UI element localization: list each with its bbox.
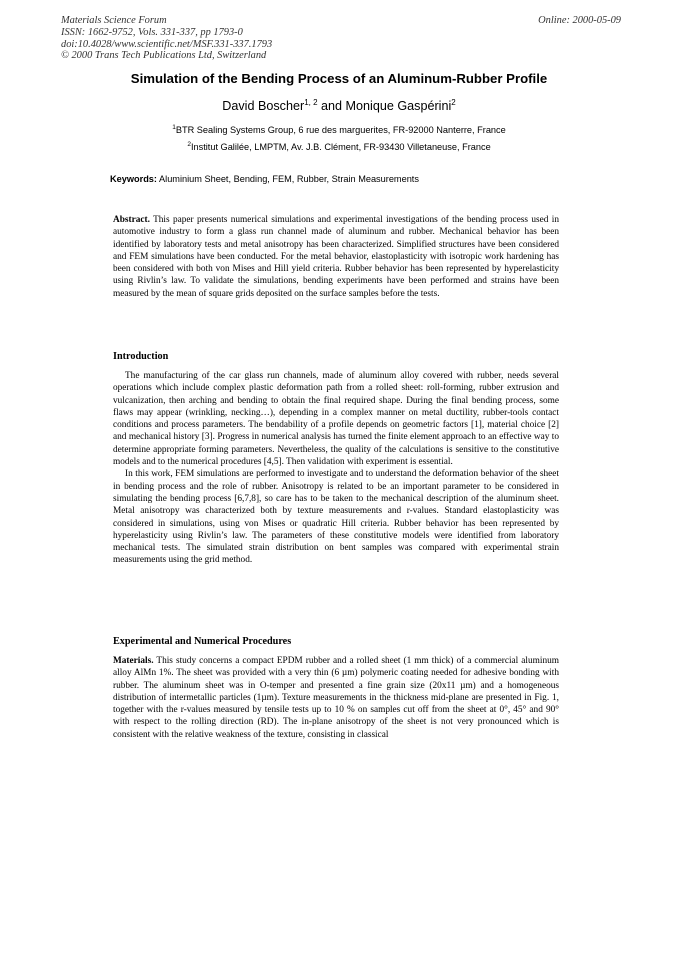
introduction-body [113,370,559,567]
affiliation-1-text: BTR Sealing Systems Group, 6 rue des marguerites, FR-92000 Nanterre, France [175,125,506,136]
author-1-affiliation-mark: 1, 2 [304,98,318,107]
affiliation-1-mark: 1 [172,124,176,131]
abstract-text: This paper presents numerical simulations and experimental investigations of the bending process used in automotive industry to form a glass run channel made of aluminum and rubber. Mechanical behavior has been identified by laboratory tests and metal anisotropy has been characterized. Simplified structures have been considered and FEM simulations have been conducted. For the metal behavior, elastoplasticity with isotropic work hardening has been considered with both von Mises and Hill yield criteria. Rubber behavior has been represented by hyperelasticity using Rivlin’s law. To validate the simulations, bending experiments have been performed and strains have been measured by the mean of square grids deposited on the surface samples before the tests. [113,215,559,299]
experimental-heading: Experimental and Numerical Procedures [113,636,292,647]
materials-text: This study concerns a compact EPDM rubber and a rolled sheet (1 mm thick) of a commercial aluminum alloy AlMn 1%. The sheet was provided with a very thin (6 µm) polymeric coating needed for adhesive bonding with rubber. The aluminum sheet was in O-temper and presented a fine grain size (20x11 µm) and a homogeneous distribution of intermetallic particles (1µm). Texture measurements in the thickness mid-plane are presented in Fig. 1, together with the r-values measured by tensile tests up to 10 % on samples cut off from the sheet at 0°, 45° and 90° with respect to the rolling direction (RD). The in-plane anisotropy of the sheet is not very pronounced which is consistent with the relative weakness of the texture, consisting in classical [113,656,559,740]
keywords [110,174,419,184]
introduction-paragraph-1: The manufacturing of the car glass run channels, made of aluminum alloy covered with rubber, needs several operations which include complex plastic deformation path from a rolled sheet: roll-forming, rubber extrusion and vulcanization, then arching and bending to obtain the final required shape. During the final bending process, some flaws may appear (wrinkling, necking…), depending in a complex manner on metal ductility, rubber-tools contact conditions and process parameters. The bendability of a profile depends on geometric factors [1], material choice [2] and mechanical history [3]. Progress in numerical analysis has turned the finite element approach to an effective way to determine appropriate forming parameters. Nevertheless, the quality of the calculations is sensitive to the constitutive models and to the numerical procedures [4,5]. Then validation with experiment is essential. [113,371,559,468]
paper-title: Simulation of the Bending Process of an Aluminum-Rubber Profile [130,71,548,86]
author-line [0,98,678,113]
abstract-label: Abstract. [113,215,150,225]
introduction-heading: Introduction [113,351,169,362]
affiliation-2-text: Institut Galilée, LMPTM, Av. J.B. Clément, FR-93430 Villetaneuse, France [190,142,491,153]
keywords-label: Keywords: [110,174,157,184]
materials-paragraph [113,655,559,741]
affiliation-2-mark: 2 [187,141,191,148]
issn-line: ISSN: 1662-9752, Vols. 331-337, pp 1793-0 [61,26,243,38]
affiliation-2 [0,141,678,152]
materials-label: Materials. [113,656,154,666]
doi-line: doi:10.4028/www.scientific.net/MSF.331-337.1793 [61,38,273,50]
keywords-text: Aluminium Sheet, Bending, FEM, Rubber, Strain Measurements [156,174,419,184]
author-2: Monique Gaspérini [345,99,452,114]
affiliation-1 [0,124,678,135]
journal-header [61,15,621,62]
introduction-paragraph-2: In this work, FEM simulations are performed to investigate and to understand the deformation behavior of the sheet in bending process and the role of rubber. Anisotropy is related to be an important parameter to be considered in simulating the bending process [6,7,8], so care has to be taken to the mechanical description of the aluminum sheet. Metal anisotropy was characterized both by texture measurements and r-values. Standard elastoplasticity was considered in simulations, using von Mises or quadratic Hill criteria. Rubber behavior has been represented by hyperelasticity using Rivlin’s law. The parameters of these constitutive models were identified from laboratory mechanical tests. The simulated strain distribution on bent samples was compared with experimental strain measurements using the grid method. [113,469,559,566]
abstract [113,214,559,300]
copyright-line: © 2000 Trans Tech Publications Ltd, Switzerland [61,50,267,62]
author-2-affiliation-mark: 2 [451,98,456,107]
author-1: David Boscher [222,99,305,114]
journal-name: Materials Science Forum [61,15,167,26]
online-date: Online: 2000-05-09 [538,15,621,26]
author-conjunction: and [317,99,346,114]
